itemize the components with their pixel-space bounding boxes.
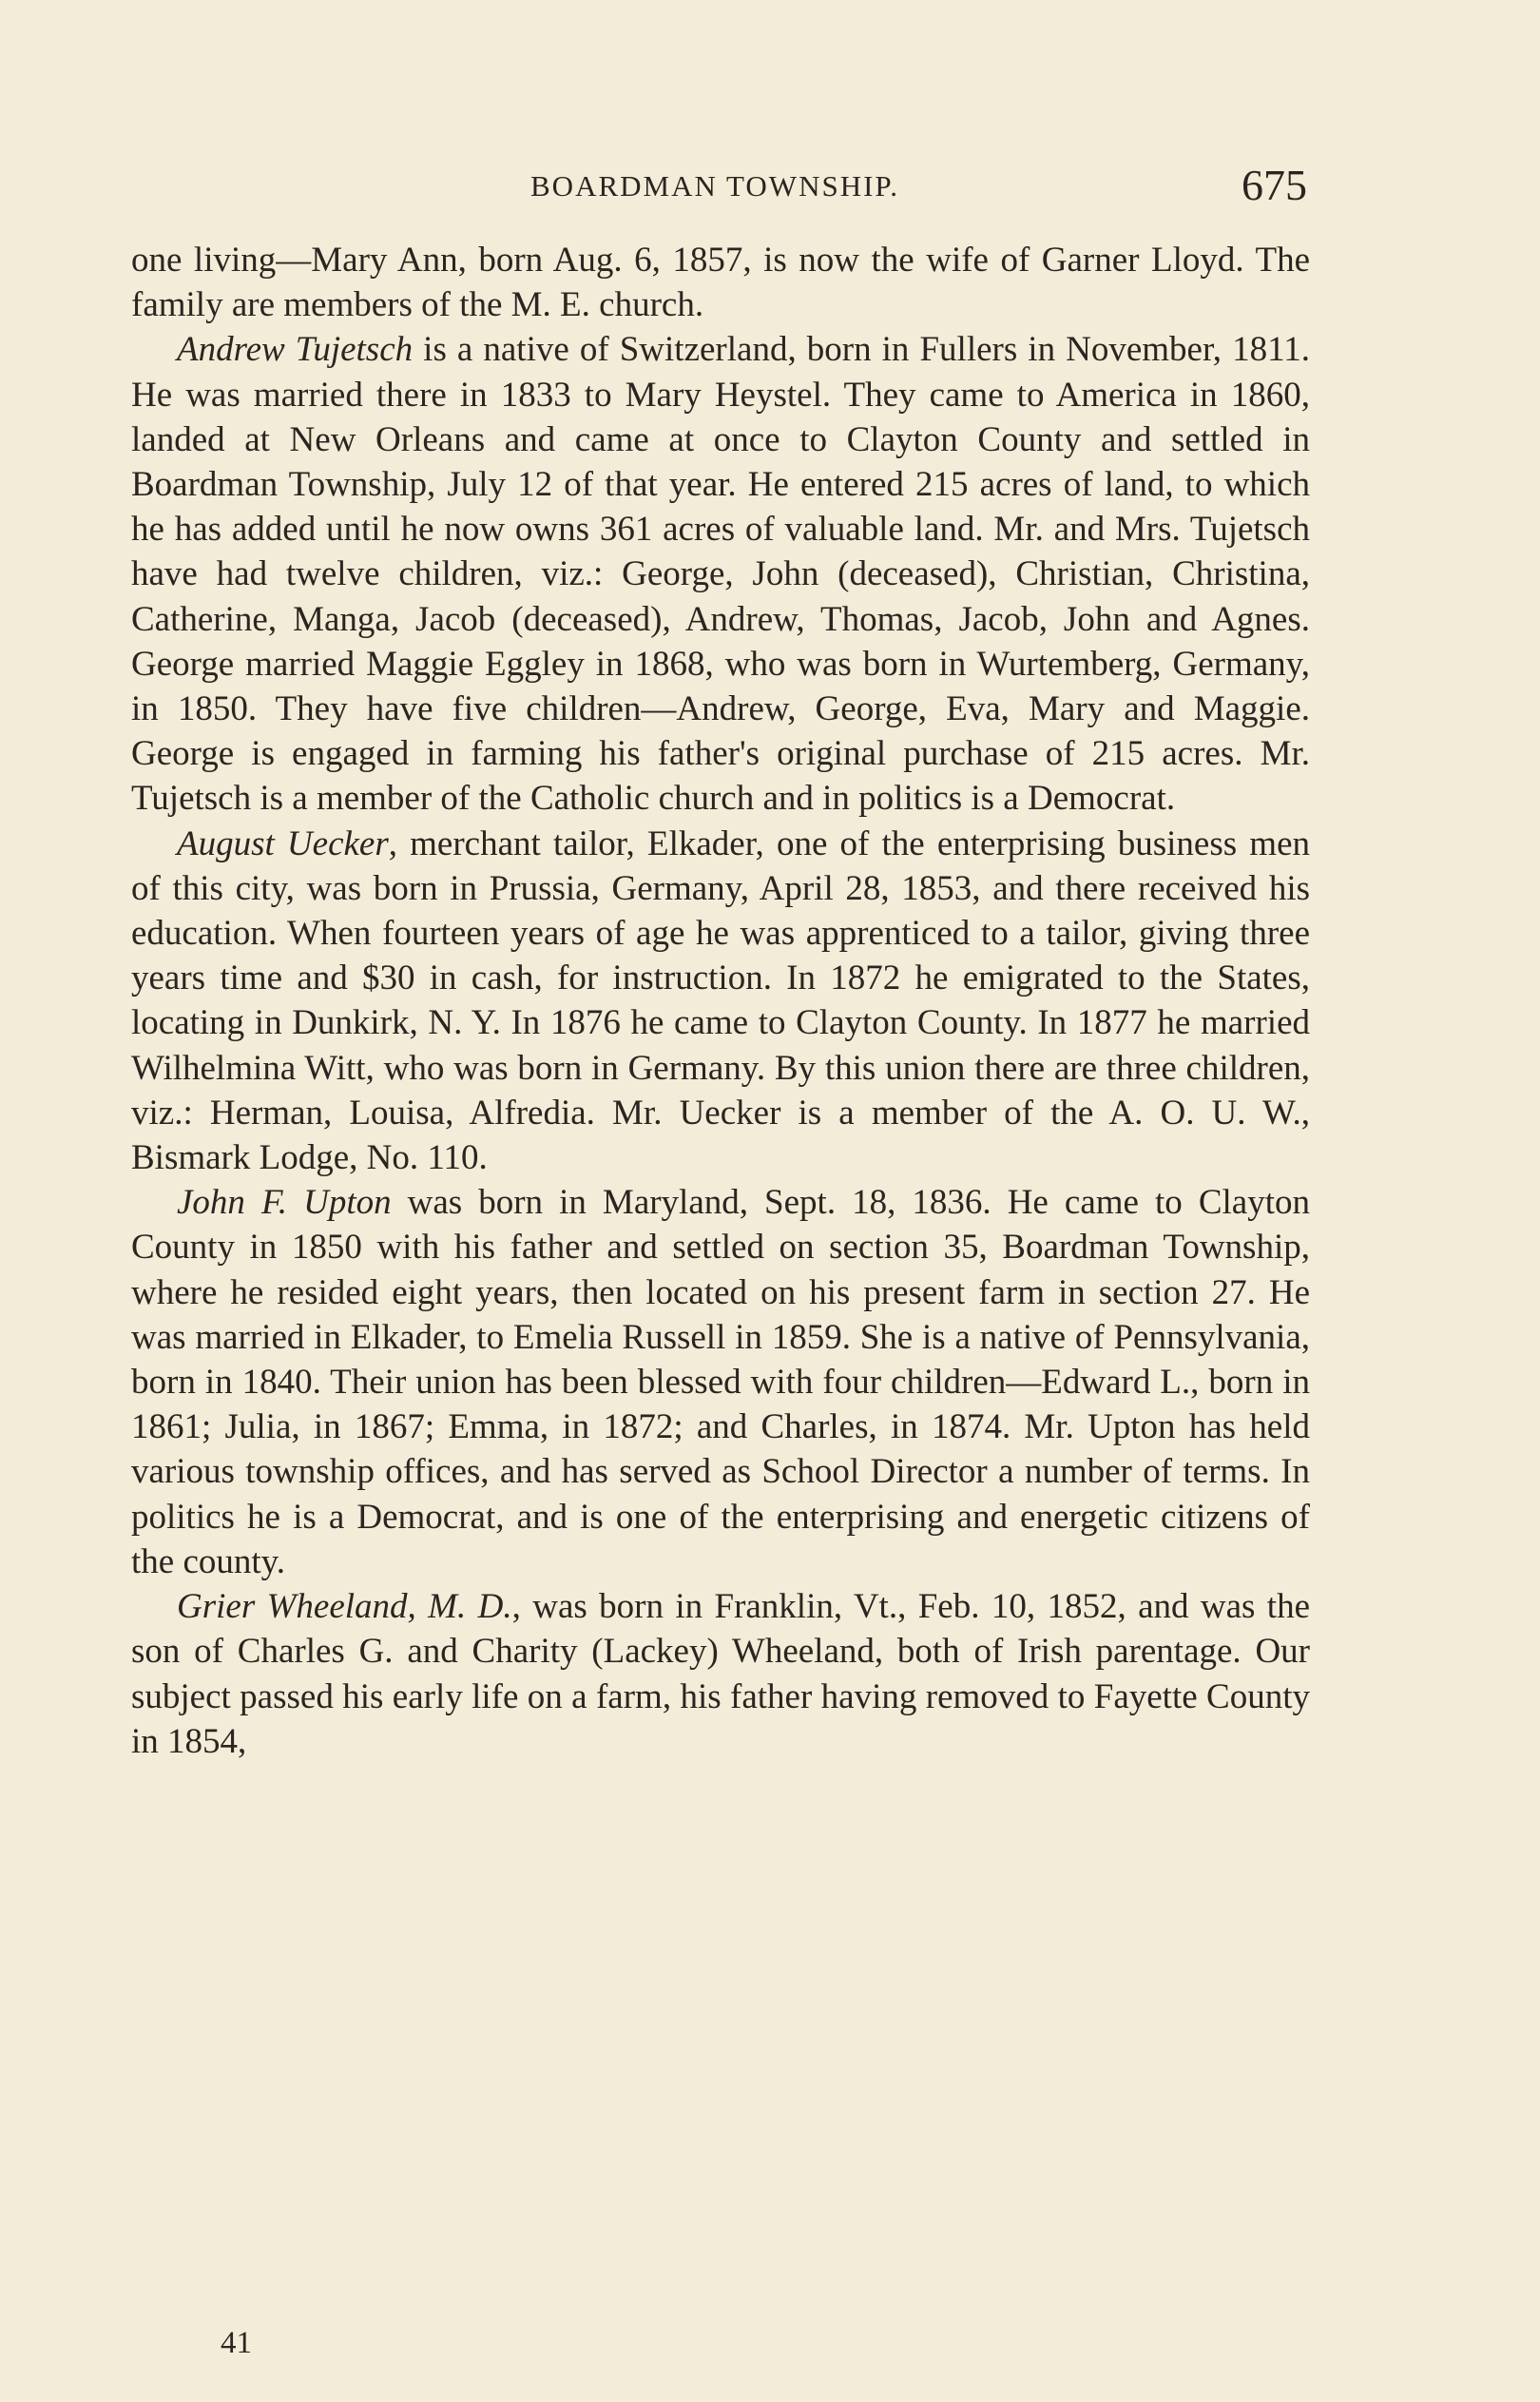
paragraph-subject-name: John F. Upton — [177, 1183, 392, 1223]
paragraph-subject-name: Grier Wheeland, M. D. — [177, 1587, 512, 1627]
running-title: BOARDMAN TOWNSHIP. — [530, 169, 899, 203]
paragraph-text: is a native of Switzerland, born in Fullers in November, 1811. He was married there in 1833 to Mary Heystel. They came to America in 1860, landed at New Orleans and came at once to Clayton County and settled in Boardman Township, July 12 of that year. He entered 215 acres of land, to which he has added until he now owns 361 acres of valuable land. Mr. and Mrs. Tujetsch have had twelve children, viz.: George, John (deceased), Christian, Christina, Catherine, Manga, Jacob (deceased), Andrew, Thomas, Jacob, John and Agnes. George married Maggie Eggley in 1868, who was born in Wurtemberg, Germany, in 1850. They have five children—Andrew, George, Eva, Mary and Maggie. George is engaged in farming his father's original purchase of 215 acres. Mr. Tujetsch is a member of the Catholic church and in politics is a Democrat. — [131, 330, 1310, 819]
paragraph-text: , was born in Franklin, Vt., Feb. 10, 1852, and was the son of Charles G. and Charity (Lackey) Wheeland, both of Irish parentage. Our subject passed his early life on a farm, his father having removed to Fayette County in 1854, — [131, 1587, 1310, 1761]
paragraph-text: was born in Maryland, Sept. 18, 1836. He came to Clayton County in 1850 with his father and settled on section 35, Boardman Township, where he resided eight years, then located on his present farm in section 27. He was married in Elkader, to Emelia Russell in 1859. She is a native of Pennsylvania, born in 1840. Their union has been blessed with four children—Edward L., born in 1861; Julia, in 1867; Emma, in 1872; and Charles, in 1874. Mr. Upton has held various township offices, and has served as School Director a number of terms. In politics he is a Democrat, and is one of the enterprising and energetic citizens of the county. — [131, 1183, 1310, 1581]
paragraph-subject-name: August Uecker — [177, 823, 389, 863]
running-head — [0, 160, 1540, 217]
paragraph-subject-name: Andrew Tujetsch — [177, 330, 414, 370]
signature-mark: 41 — [221, 2326, 252, 2360]
paragraph-august-uecker — [131, 822, 1310, 1181]
body-text — [131, 238, 1310, 1764]
paragraph-text: , merchant tailor, Elkader, one of the enterprising business men of this city, was born in Prussia, Germany, April 28, 1853, and there received his education. When fourteen years of age he was apprenticed to a tailor, giving three years time and $30 in cash, for instruction. In 1872 he emigrated to the States, locating in Dunkirk, N. Y. In 1876 he came to Clayton County. In 1877 he married Wilhelmina Witt, who was born in Germany. By this union there are three children, viz.: Herman, Louisa, Alfredia. Mr. Uecker is a member of the A. O. U. W., Bismark Lodge, No. 110. — [131, 823, 1310, 1178]
paragraph-text: one living—Mary Ann, born Aug. 6, 1857, is now the wife of Garner Lloyd. The family are members of the M. E. church. — [131, 241, 1310, 325]
paragraph-grier-wheeland — [131, 1584, 1310, 1764]
paragraph-continuation — [131, 238, 1310, 327]
page-number: 675 — [1242, 161, 1307, 209]
paragraph-andrew-tujetsch — [131, 327, 1310, 821]
paragraph-john-f-upton — [131, 1180, 1310, 1584]
